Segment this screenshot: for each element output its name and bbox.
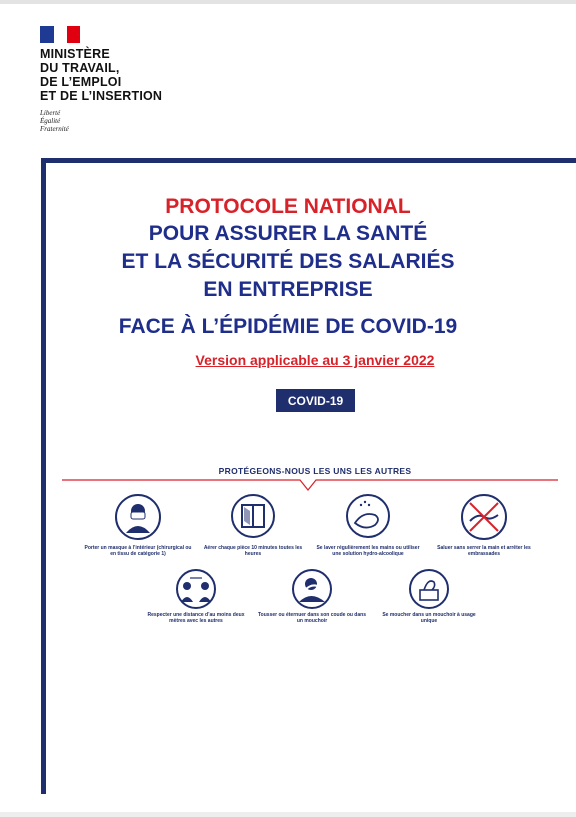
top-rule <box>0 0 576 4</box>
title-line: ET LA SÉCURITÉ DES SALARIÉS <box>121 250 455 273</box>
marianne-flag-icon <box>40 26 80 43</box>
ministry-line: ET DE L’INSERTION <box>40 89 163 103</box>
tissue-icon <box>408 568 450 610</box>
distance-icon <box>175 568 217 610</box>
motto <box>40 109 162 133</box>
gesture-caption: Se moucher dans un mouchoir à usage unique <box>382 612 476 624</box>
title-red: PROTOCOLE NATIONAL <box>165 195 411 218</box>
gesture-caption: Se laver régulièrement les mains ou utiliser une solution hydro-alcoolique <box>316 545 420 557</box>
subtitle: FACE À L’ÉPIDÉMIE DE COVID-19 <box>118 315 458 338</box>
motto-line: Liberté <box>40 109 61 117</box>
gesture-caption: Aérer chaque pièce 10 minutes toutes les heures <box>203 545 303 557</box>
gesture-caption: Porter un masque à l’intérieur (chirurgical ou en tissu de catégorie 1) <box>84 545 192 557</box>
ministry-logo <box>40 26 162 133</box>
covid-badge: COVID-19 <box>276 389 355 412</box>
window-icon <box>230 493 276 539</box>
ministry-line: DU TRAVAIL, <box>40 61 120 75</box>
speech-bubble-line <box>62 476 558 494</box>
title-line: POUR ASSURER LA SANTÉ <box>148 222 428 245</box>
ministry-line: MINISTÈRE <box>40 47 110 61</box>
title-line: EN ENTREPRISE <box>203 278 373 301</box>
motto-line: Fraternité <box>40 125 69 133</box>
gesture-caption: Respecter une distance d’au moins deux mètres avec les autres <box>147 612 245 624</box>
ministry-name <box>40 47 162 103</box>
cough-elbow-icon <box>291 568 333 610</box>
version-note: Version applicable au 3 janvier 2022 <box>195 352 435 368</box>
ministry-line: DE L’EMPLOI <box>40 75 122 89</box>
gesture-caption: Tousser ou éternuer dans son coude ou dans un mouchoir <box>258 612 366 624</box>
gesture-caption: Saluer sans serrer la main et arrêter les embrassades <box>437 545 531 557</box>
handwash-icon <box>345 493 391 539</box>
no-handshake-icon <box>460 493 508 541</box>
mask-icon <box>114 493 162 541</box>
motto-line: Égalité <box>40 117 61 125</box>
banner-title: PROTÉGEONS-NOUS LES UNS LES AUTRES <box>218 466 412 476</box>
bottom-rule <box>0 812 576 817</box>
